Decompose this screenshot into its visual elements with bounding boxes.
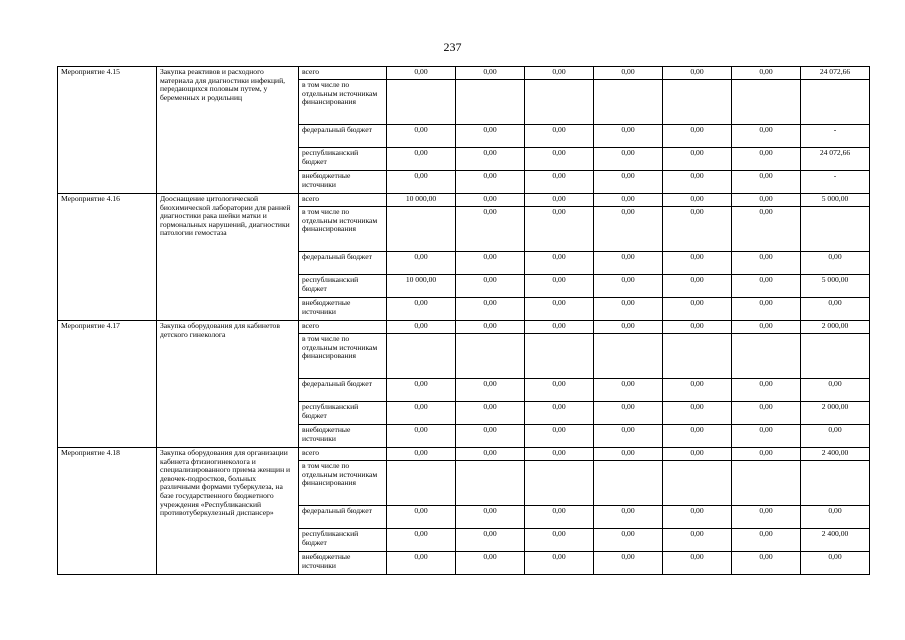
amount-cell: 0,00	[732, 171, 801, 194]
amount-cell: 0,00	[594, 529, 663, 552]
amount-cell	[456, 461, 525, 506]
funding-source: внебюджетные источники	[299, 425, 387, 448]
amount-cell: 0,00	[732, 298, 801, 321]
amount-cell: 0,00	[594, 171, 663, 194]
amount-cell	[594, 334, 663, 379]
amount-cell	[801, 207, 870, 252]
funding-source: федеральный бюджет	[299, 506, 387, 529]
amount-cell: 0,00	[732, 379, 801, 402]
amount-cell: 0,00	[732, 552, 801, 575]
amount-cell	[663, 334, 732, 379]
amount-cell: 0,00	[525, 448, 594, 461]
amount-cell: 0,00	[594, 448, 663, 461]
amount-cell: 0,00	[525, 402, 594, 425]
measure-name: Закупка оборудования для организации кабинета фтизиогинеколога и специализированного приема женщин и девочек-подростков, больных различными формами туберкулеза, на базе государственного бюджетного учреждения «Республиканский противотуберкулезный диспансер»	[157, 448, 299, 575]
amount-cell: 0,00	[594, 425, 663, 448]
measure-name: Дооснащение цитологической биохимической лаборатории для ранней диагностики рака шейки матки и гормональных нарушений, диагностики патологии гемостаза	[157, 194, 299, 321]
amount-cell: 0,00	[594, 552, 663, 575]
amount-cell: 0,00	[732, 529, 801, 552]
amount-cell: 0,00	[663, 321, 732, 334]
amount-cell: 0,00	[387, 252, 456, 275]
amount-cell	[456, 334, 525, 379]
amount-cell: 0,00	[594, 275, 663, 298]
amount-cell: 2 000,00	[801, 402, 870, 425]
funding-source: республиканский бюджет	[299, 402, 387, 425]
amount-cell: 0,00	[732, 207, 801, 252]
amount-cell: 0,00	[525, 67, 594, 80]
measure-id: Мероприятие 4.18	[58, 448, 157, 575]
amount-cell: 0,00	[456, 321, 525, 334]
amount-cell	[732, 461, 801, 506]
amount-cell: 0,00	[525, 552, 594, 575]
amount-cell: 0,00	[525, 171, 594, 194]
amount-cell: 0,00	[663, 275, 732, 298]
amount-cell: 0,00	[732, 67, 801, 80]
amount-cell	[525, 334, 594, 379]
amount-cell: 0,00	[663, 252, 732, 275]
amount-cell	[801, 334, 870, 379]
amount-cell: 0,00	[663, 448, 732, 461]
amount-cell: -	[801, 171, 870, 194]
amount-cell: 0,00	[387, 506, 456, 529]
amount-cell	[663, 461, 732, 506]
amount-cell: 0,00	[387, 529, 456, 552]
amount-cell: 0,00	[525, 321, 594, 334]
amount-cell: 0,00	[387, 67, 456, 80]
amount-cell: 0,00	[732, 125, 801, 148]
amount-cell: 0,00	[387, 171, 456, 194]
funding-source: в том числе по отдельным источникам финансирования	[299, 461, 387, 506]
amount-cell: 0,00	[594, 379, 663, 402]
amount-cell: 0,00	[456, 529, 525, 552]
amount-cell: 0,00	[594, 194, 663, 207]
table-row	[58, 67, 870, 80]
amount-cell: 0,00	[456, 298, 525, 321]
amount-cell: 0,00	[594, 207, 663, 252]
amount-cell: 0,00	[801, 552, 870, 575]
amount-cell: 0,00	[663, 125, 732, 148]
amount-cell: 0,00	[663, 425, 732, 448]
amount-cell: 0,00	[732, 402, 801, 425]
funding-source: в том числе по отдельным источникам финансирования	[299, 334, 387, 379]
amount-cell: 0,00	[387, 125, 456, 148]
amount-cell: 0,00	[525, 379, 594, 402]
funding-source: всего	[299, 321, 387, 334]
amount-cell: 0,00	[732, 425, 801, 448]
amount-cell: 0,00	[663, 67, 732, 80]
amount-cell: 0,00	[732, 448, 801, 461]
funding-source: внебюджетные источники	[299, 552, 387, 575]
amount-cell	[801, 80, 870, 125]
amount-cell: 0,00	[663, 529, 732, 552]
amount-cell	[387, 80, 456, 125]
measure-id: Мероприятие 4.15	[58, 67, 157, 194]
page-number: 237	[443, 40, 462, 54]
amount-cell: 2 000,00	[801, 321, 870, 334]
amount-cell: 0,00	[801, 252, 870, 275]
amount-cell: 0,00	[387, 321, 456, 334]
table-row	[58, 321, 870, 334]
amount-cell: 0,00	[456, 252, 525, 275]
funding-source: федеральный бюджет	[299, 379, 387, 402]
funding-source: федеральный бюджет	[299, 125, 387, 148]
amount-cell: 0,00	[663, 148, 732, 171]
amount-cell: 0,00	[387, 448, 456, 461]
amount-cell: 0,00	[732, 275, 801, 298]
funding-source: республиканский бюджет	[299, 275, 387, 298]
amount-cell	[387, 461, 456, 506]
amount-cell	[525, 461, 594, 506]
amount-cell: 5 000,00	[801, 275, 870, 298]
amount-cell: 0,00	[525, 425, 594, 448]
funding-source: в том числе по отдельным источникам финансирования	[299, 80, 387, 125]
amount-cell: 0,00	[456, 194, 525, 207]
amount-cell: 0,00	[525, 148, 594, 171]
amount-cell: 0,00	[387, 379, 456, 402]
amount-cell: 0,00	[525, 207, 594, 252]
amount-cell: 0,00	[594, 252, 663, 275]
amount-cell: 0,00	[594, 148, 663, 171]
amount-cell	[594, 80, 663, 125]
amount-cell: 0,00	[525, 506, 594, 529]
amount-cell	[594, 461, 663, 506]
amount-cell: 0,00	[594, 402, 663, 425]
amount-cell: 2 400,00	[801, 448, 870, 461]
amount-cell: 0,00	[525, 125, 594, 148]
amount-cell: 0,00	[456, 448, 525, 461]
amount-cell: 10 000,00	[387, 275, 456, 298]
amount-cell: 0,00	[594, 67, 663, 80]
amount-cell: 0,00	[456, 125, 525, 148]
amount-cell: 0,00	[663, 506, 732, 529]
amount-cell	[456, 80, 525, 125]
amount-cell: 0,00	[801, 379, 870, 402]
amount-cell: 0,00	[387, 148, 456, 171]
amount-cell: 0,00	[387, 298, 456, 321]
amount-cell: 0,00	[456, 275, 525, 298]
amount-cell: 2 400,00	[801, 529, 870, 552]
funding-source: республиканский бюджет	[299, 148, 387, 171]
amount-cell: 0,00	[663, 298, 732, 321]
funding-table-body	[58, 67, 870, 575]
measure-id: Мероприятие 4.16	[58, 194, 157, 321]
amount-cell: 0,00	[594, 321, 663, 334]
measure-name: Закупка реактивов и расходного материала для диагностики инфекций, передающихся половым путем, у беременных и родильниц	[157, 67, 299, 194]
amount-cell: 0,00	[387, 425, 456, 448]
amount-cell: 0,00	[663, 402, 732, 425]
funding-source: всего	[299, 67, 387, 80]
funding-source: внебюджетные источники	[299, 171, 387, 194]
amount-cell	[801, 461, 870, 506]
amount-cell: 0,00	[525, 275, 594, 298]
amount-cell: 0,00	[594, 506, 663, 529]
amount-cell: 0,00	[525, 529, 594, 552]
amount-cell: 0,00	[663, 552, 732, 575]
amount-cell	[732, 80, 801, 125]
amount-cell: 0,00	[663, 379, 732, 402]
amount-cell: 0,00	[456, 171, 525, 194]
amount-cell	[663, 80, 732, 125]
amount-cell: 0,00	[732, 194, 801, 207]
amount-cell: 0,00	[387, 402, 456, 425]
amount-cell: 0,00	[732, 506, 801, 529]
amount-cell: 0,00	[456, 207, 525, 252]
amount-cell: 0,00	[456, 552, 525, 575]
funding-source: в том числе по отдельным источникам финансирования	[299, 207, 387, 252]
amount-cell: 0,00	[456, 506, 525, 529]
amount-cell: 0,00	[663, 171, 732, 194]
amount-cell: 0,00	[801, 425, 870, 448]
amount-cell: 0,00	[732, 252, 801, 275]
amount-cell: 24 072,66	[801, 67, 870, 80]
amount-cell: 0,00	[732, 148, 801, 171]
amount-cell: 10 000,00	[387, 194, 456, 207]
table-row	[58, 448, 870, 461]
amount-cell: 0,00	[801, 298, 870, 321]
amount-cell: 0,00	[801, 506, 870, 529]
amount-cell: 0,00	[456, 148, 525, 171]
amount-cell: 0,00	[525, 194, 594, 207]
amount-cell: 0,00	[456, 379, 525, 402]
amount-cell	[732, 334, 801, 379]
funding-source: всего	[299, 194, 387, 207]
funding-source: внебюджетные источники	[299, 298, 387, 321]
amount-cell: 0,00	[456, 402, 525, 425]
amount-cell: 0,00	[525, 252, 594, 275]
amount-cell: 0,00	[663, 194, 732, 207]
amount-cell: 0,00	[456, 67, 525, 80]
funding-table	[57, 66, 870, 575]
measure-name: Закупка оборудования для кабинетов детского гинеколога	[157, 321, 299, 448]
amount-cell: 0,00	[732, 321, 801, 334]
funding-source: всего	[299, 448, 387, 461]
amount-cell	[525, 80, 594, 125]
funding-source: республиканский бюджет	[299, 529, 387, 552]
measure-id: Мероприятие 4.17	[58, 321, 157, 448]
amount-cell: -	[801, 125, 870, 148]
funding-source: федеральный бюджет	[299, 252, 387, 275]
amount-cell: 0,00	[663, 207, 732, 252]
amount-cell: 0,00	[525, 298, 594, 321]
table-row	[58, 194, 870, 207]
amount-cell: 0,00	[456, 425, 525, 448]
amount-cell: 0,00	[594, 298, 663, 321]
amount-cell: 0,00	[387, 552, 456, 575]
amount-cell: 24 072,66	[801, 148, 870, 171]
amount-cell: 5 000,00	[801, 194, 870, 207]
amount-cell	[387, 334, 456, 379]
amount-cell: 0,00	[594, 125, 663, 148]
amount-cell	[387, 207, 456, 252]
